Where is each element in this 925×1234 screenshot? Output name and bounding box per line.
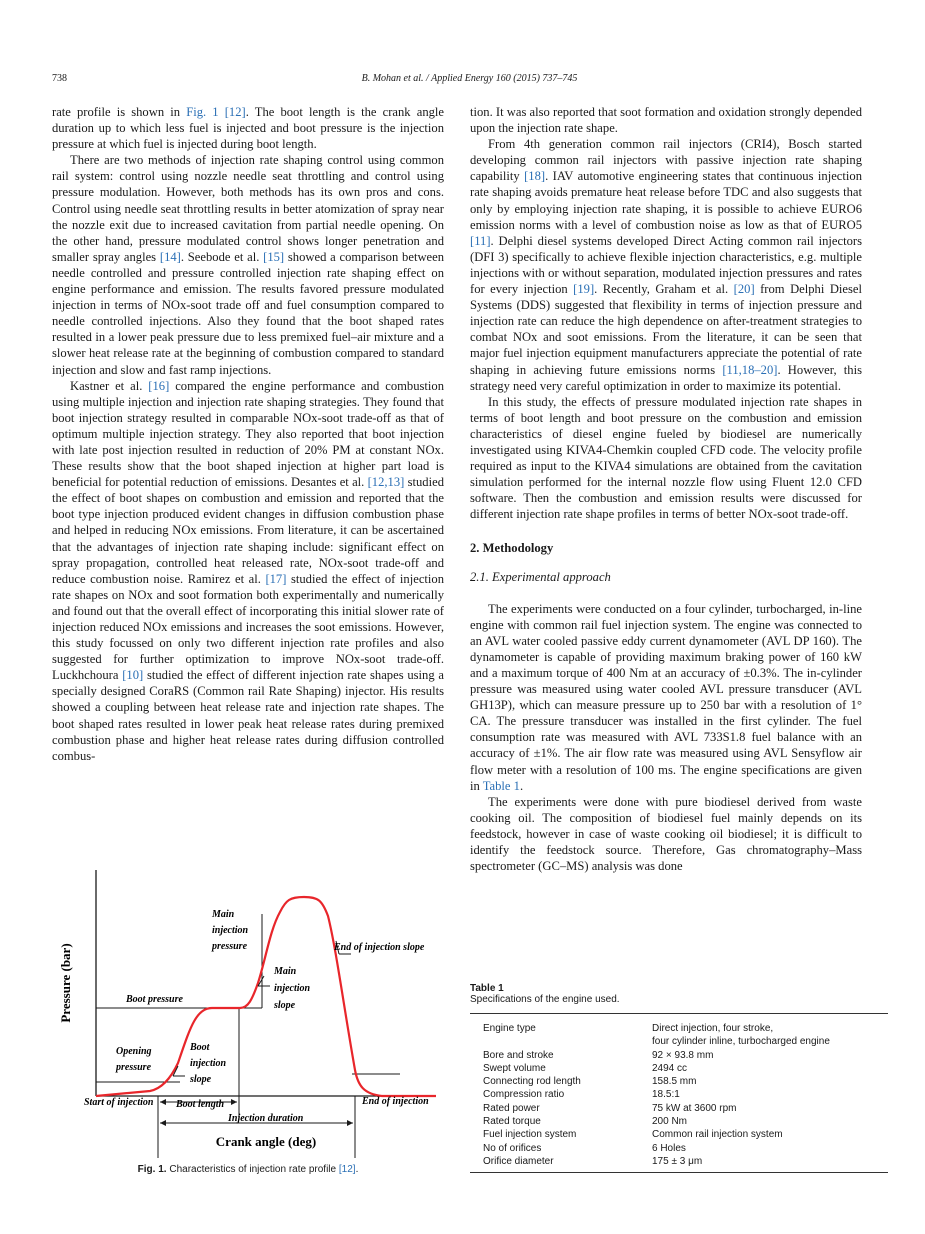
annot-boot-length: Boot length <box>176 1099 225 1110</box>
paragraph-text: Kastner et al. <box>70 378 149 393</box>
paragraph <box>470 394 862 523</box>
spec-label <box>470 1035 639 1048</box>
annot-start: Start of injection <box>84 1097 154 1108</box>
figure-1 <box>52 858 444 1183</box>
left-column <box>52 104 444 764</box>
citation-link[interactable]: Table 1 <box>482 778 520 793</box>
citation-link[interactable]: [12,13] <box>367 475 405 490</box>
paragraph <box>470 601 862 794</box>
citation-link[interactable]: [16] <box>148 378 170 393</box>
paragraph <box>52 378 444 764</box>
annot-end-injection: End of injection <box>362 1096 429 1107</box>
citation-link[interactable]: [17] <box>265 571 287 586</box>
table-row <box>470 1102 888 1115</box>
citation-link[interactable]: [10] <box>122 668 144 683</box>
spec-label: No of orifices <box>483 1142 542 1154</box>
table-row <box>470 1049 888 1062</box>
annot-main-slope-3: slope <box>274 1000 296 1011</box>
paragraph <box>470 136 862 394</box>
citation-link[interactable]: [11,18–20] <box>722 362 778 377</box>
table-row <box>470 1128 888 1141</box>
x-axis-label: Crank angle (deg) <box>215 1134 317 1149</box>
paragraph-text: . Seebode et al. <box>180 249 264 264</box>
citation-link[interactable]: [11] <box>470 233 491 248</box>
spec-label: Bore and stroke <box>483 1049 554 1061</box>
spec-value: 158.5 mm <box>652 1076 697 1088</box>
table-row <box>470 1075 888 1088</box>
figure-caption-label: Fig. 1. <box>137 1164 167 1175</box>
spec-value: 18.5:1 <box>652 1089 680 1101</box>
paragraph-text: . Recently, Graham et al. <box>594 282 734 297</box>
paragraph-text: The experiments were done with pure biodiesel derived from waste cooking oil. The composition of biodiesel fuel mainly depends on its feedstock, however in case of waste cooking oil biodiesel; it is difficult to identify the feedstock source. Therefore, Gas chromatography–Mass spectrometer (GC–MS) analysis was done <box>470 794 862 874</box>
spec-value: 75 kW at 3600 rpm <box>652 1102 737 1114</box>
journal-citation: B. Mohan et al. / Applied Energy 160 (2015) 737–745 <box>361 73 578 84</box>
citation-link[interactable]: [19] <box>573 282 595 297</box>
paragraph <box>52 152 444 377</box>
table-row <box>470 1142 888 1155</box>
paragraph-text: . However, this strategy need very careful optimization in order to maximize its potential. <box>470 362 862 393</box>
paragraph-text: . IAV automotive engineering states that continuous injection rate shaping avoids premature heat release before TDC and also suggests that only by employing injection rate shaping, it is possible to achieve EURO6 emission norms with a level of combustion noise as low as that of EURO5 <box>470 169 862 232</box>
paragraph-text: From 4th generation common rail injectors (CRI4), Bosch started developing common rail injectors with passive injection rate shaping capability <box>470 137 862 184</box>
annot-main-slope-2: injection <box>274 983 311 994</box>
spec-value: 175 ± 3 μm <box>652 1155 703 1167</box>
left-paragraphs <box>52 104 444 764</box>
annot-duration: Injection duration <box>228 1113 304 1124</box>
spec-label: Connecting rod length <box>483 1076 581 1088</box>
paragraph-text: studied the effect of different injection rate shapes using a specially designed CoraRS (Common rail Rate Shaping) injector. His results showed a coupling between heat release rate and injection rate shapes. The boot shaped rates resulted in lower peak heat release rates during premixed combustion phase and higher heat release rates during diffusion controlled combus- <box>52 668 444 763</box>
paragraph-text: from Delphi Diesel Systems (DDS) suggested that flexibility in terms of injection pressure and injection rate can reduce the high dependence on after-treatment strategies to combat NOx and soot emissions. From the literature, it can be seen that major fuel injection equipment manufacturers appreciate the potential of rate shaping in achieving future emissions norms <box>470 282 862 377</box>
paragraph-text: The experiments were conducted on a four cylinder, turbocharged, in-line engine with common rail fuel injection system. The engine was connected to an AVL water cooled passive eddy current dynamometer (AVL DP 160). The dynamometer is capable of providing maximum braking power of 160 kW and a maximum torque of 400 Nm at an accuracy of ±0.3%. The in-cylinder pressure was measured using water cooled AVL pressure transducer (AVL GH13P), which can measure pressure up to 250 bar with a resolution of 1° CA. The pressure transducer was installed in the first cylinder. The fuel consumption rate was measured with AVL 733S1.8 fuel balance with an accuracy of ±1%. The air flow rate was measured using AVL Sensyflow air flow meter with a resolution of 100 ms. The engine specifications are given in <box>470 601 862 793</box>
paragraph-text: studied the effect of injection rate shapes on NOx and soot formation both experimentally and numerically and found out that the overall effect of incorporating this initial slower rate of injection reduced NOx emissions and increases the soot emissions. However, this study focussed on only two different injection rate profiles and also suggested for further optimization to improve NOx-soot trade-off. Luckhchoura <box>52 571 444 683</box>
paragraph <box>470 794 862 874</box>
table-title: Table 1 <box>470 983 504 994</box>
subsection-heading: 2.1. Experimental approach <box>470 569 611 584</box>
spec-label: Engine type <box>483 1023 536 1034</box>
annot-opening-1: Opening <box>116 1046 152 1057</box>
spec-table-body <box>470 1014 888 1173</box>
paragraph-text: tion. It was also reported that soot formation and oxidation strongly depended upon the injection rate shape. <box>470 105 862 136</box>
paragraph-text: rate profile is shown in <box>52 105 187 119</box>
figure-caption <box>52 1164 444 1175</box>
citation-link[interactable]: [12] <box>224 105 246 119</box>
annot-main-pressure-1: Main <box>212 909 235 920</box>
spec-label: Orifice diameter <box>483 1155 554 1167</box>
section-heading: 2. Methodology <box>470 541 554 556</box>
citation-link[interactable]: [14] <box>159 249 181 264</box>
table-row <box>470 1155 888 1173</box>
spec-value: 6 Holes <box>652 1142 686 1154</box>
spec-label: Swept volume <box>483 1062 546 1074</box>
page-header <box>52 73 887 87</box>
paragraph-text: . Delphi diesel systems developed Direct Acting common rail injectors (DFI 3) specifically to achieve flexible injection characteristics, e.g. multiple injections with or without separation, modulated injection pressures and rates for every injection <box>470 233 862 297</box>
annot-boot-slope-1: Boot <box>190 1042 210 1053</box>
spec-label: Rated power <box>483 1102 540 1114</box>
paragraph-text: In this study, the effects of pressure modulated injection rate shapes in terms of boot length and boot pressure on the combustion and emission characteristics of diesel engine fueled by biodiesel are numerically investigated using KIVA4-Chemkin coupled CFD code. The velocity profile required as input to the KIVA4 simulations are obtained from the cavitation simulation performed for the internal nozzle flow using Fluent 12.0 CFD software. Then the combustion and emission results were discussed for different injection rate shape profiles in terms of better NOx-soot trade-off. <box>470 394 862 522</box>
annot-boot-slope-3: slope <box>190 1074 212 1085</box>
spec-label: Fuel injection system <box>483 1129 577 1141</box>
citation-link[interactable]: [20] <box>733 282 755 297</box>
table-row <box>470 1035 888 1048</box>
annot-opening-2: pressure <box>116 1062 152 1073</box>
table-subtitle: Specifications of the engine used. <box>470 994 620 1005</box>
citation-link[interactable]: [15] <box>263 249 285 264</box>
spec-table <box>470 1013 888 1173</box>
figure-caption-end: . <box>355 1164 359 1175</box>
spec-label: Compression ratio <box>483 1089 565 1101</box>
annot-main-pressure-3: pressure <box>212 941 248 952</box>
figure-caption-ref[interactable]: [12] <box>338 1164 356 1175</box>
citation-link[interactable]: Fig. 1 <box>186 105 219 119</box>
paragraph-text: . The boot length is the crank angle duration up to which less fuel is injected and boot pressure is the injection pressure at which fuel is injected during boot length. <box>52 105 445 152</box>
table-1 <box>470 983 888 1173</box>
injection-profile-diagram <box>52 858 444 1162</box>
table-row <box>470 1115 888 1128</box>
annot-boot-pressure: Boot pressure <box>126 994 183 1005</box>
right-paragraphs-top <box>470 104 862 522</box>
page-number: 738 <box>52 73 67 84</box>
right-paragraphs-bottom <box>470 601 862 875</box>
spec-value: Direct injection, four stroke, <box>652 1023 774 1034</box>
annot-main-slope-1: Main <box>274 966 297 977</box>
paragraph-text: compared the engine performance and combustion using multiple injection and injection rate shaping strategies. They found that boot injection strategy resulted in comparable NOx-soot trade-off as that of optimum multiple injection strategy. They also reported that boot injection with late post injection resulted in reduction of 20% PM at constant NOx. These results show that the boot shaped injection at higher part load is beneficial for potential reduction of emissions. Desantes et al. <box>52 378 445 490</box>
table-row <box>470 1088 888 1101</box>
paragraph-text: . <box>519 778 524 793</box>
annot-main-pressure-2: injection <box>212 925 249 936</box>
table-row <box>470 1062 888 1075</box>
paragraph <box>470 104 862 136</box>
y-axis-label: Pressure (bar) <box>58 943 73 1023</box>
spec-value: 200 Nm <box>652 1116 688 1128</box>
annot-boot-slope-2: injection <box>190 1058 227 1069</box>
spec-value: four cylinder inline, turbocharged engine <box>652 1036 830 1048</box>
spec-value: 2494 cc <box>652 1062 688 1074</box>
paragraph-text: studied the effect of boot shapes on combustion and emission and reported that the boot type injection produced evident changes in diffusion combustion phase and helped in reducing NOx emissions. From literature, it can be ascertained that the advantages of injection rate shaping include: significant effect on spray propagation, controlled heat released rate, NOx-soot trade-off and reduce combustion noise. Ramirez et al. <box>52 475 444 586</box>
table-row <box>470 1014 888 1036</box>
citation-link[interactable]: [18] <box>524 169 546 184</box>
annot-end-slope: End of injection slope <box>334 942 425 953</box>
spec-label: Rated torque <box>483 1116 541 1128</box>
spec-value: 92 × 93.8 mm <box>652 1049 714 1061</box>
paragraph-text: showed a comparison between needle controlled and pressure controlled injection rate shaping effect on engine performance and emission. The results favored pressure modulated injection in terms of NOx-soot trade off and fuel consumption compared to needle controlled injections. Also they found that the boot shaped rates resulted in a lower peak pressure due to less premixed fuel–air mixture and a slower heat release rate at the beginning of combustion compared to standard injection and slow and fast ramp injections. <box>52 249 445 377</box>
paragraph <box>52 104 444 152</box>
right-column <box>470 104 862 874</box>
paragraph-text: There are two methods of injection rate shaping control using common rail system: control using nozzle needle seat throttling and control using pressure modulation. However, both methods has its own pros and cons. Control using needle seat throttling results in better atomization of spray near the nozzle exit due to increased cavitation from partial needle opening. On the other hand, pressure modulated control shows longer penetration and smaller spray angles <box>52 153 444 264</box>
figure-caption-text: Characteristics of injection rate profile <box>169 1164 337 1175</box>
spec-value: Common rail injection system <box>652 1129 783 1141</box>
